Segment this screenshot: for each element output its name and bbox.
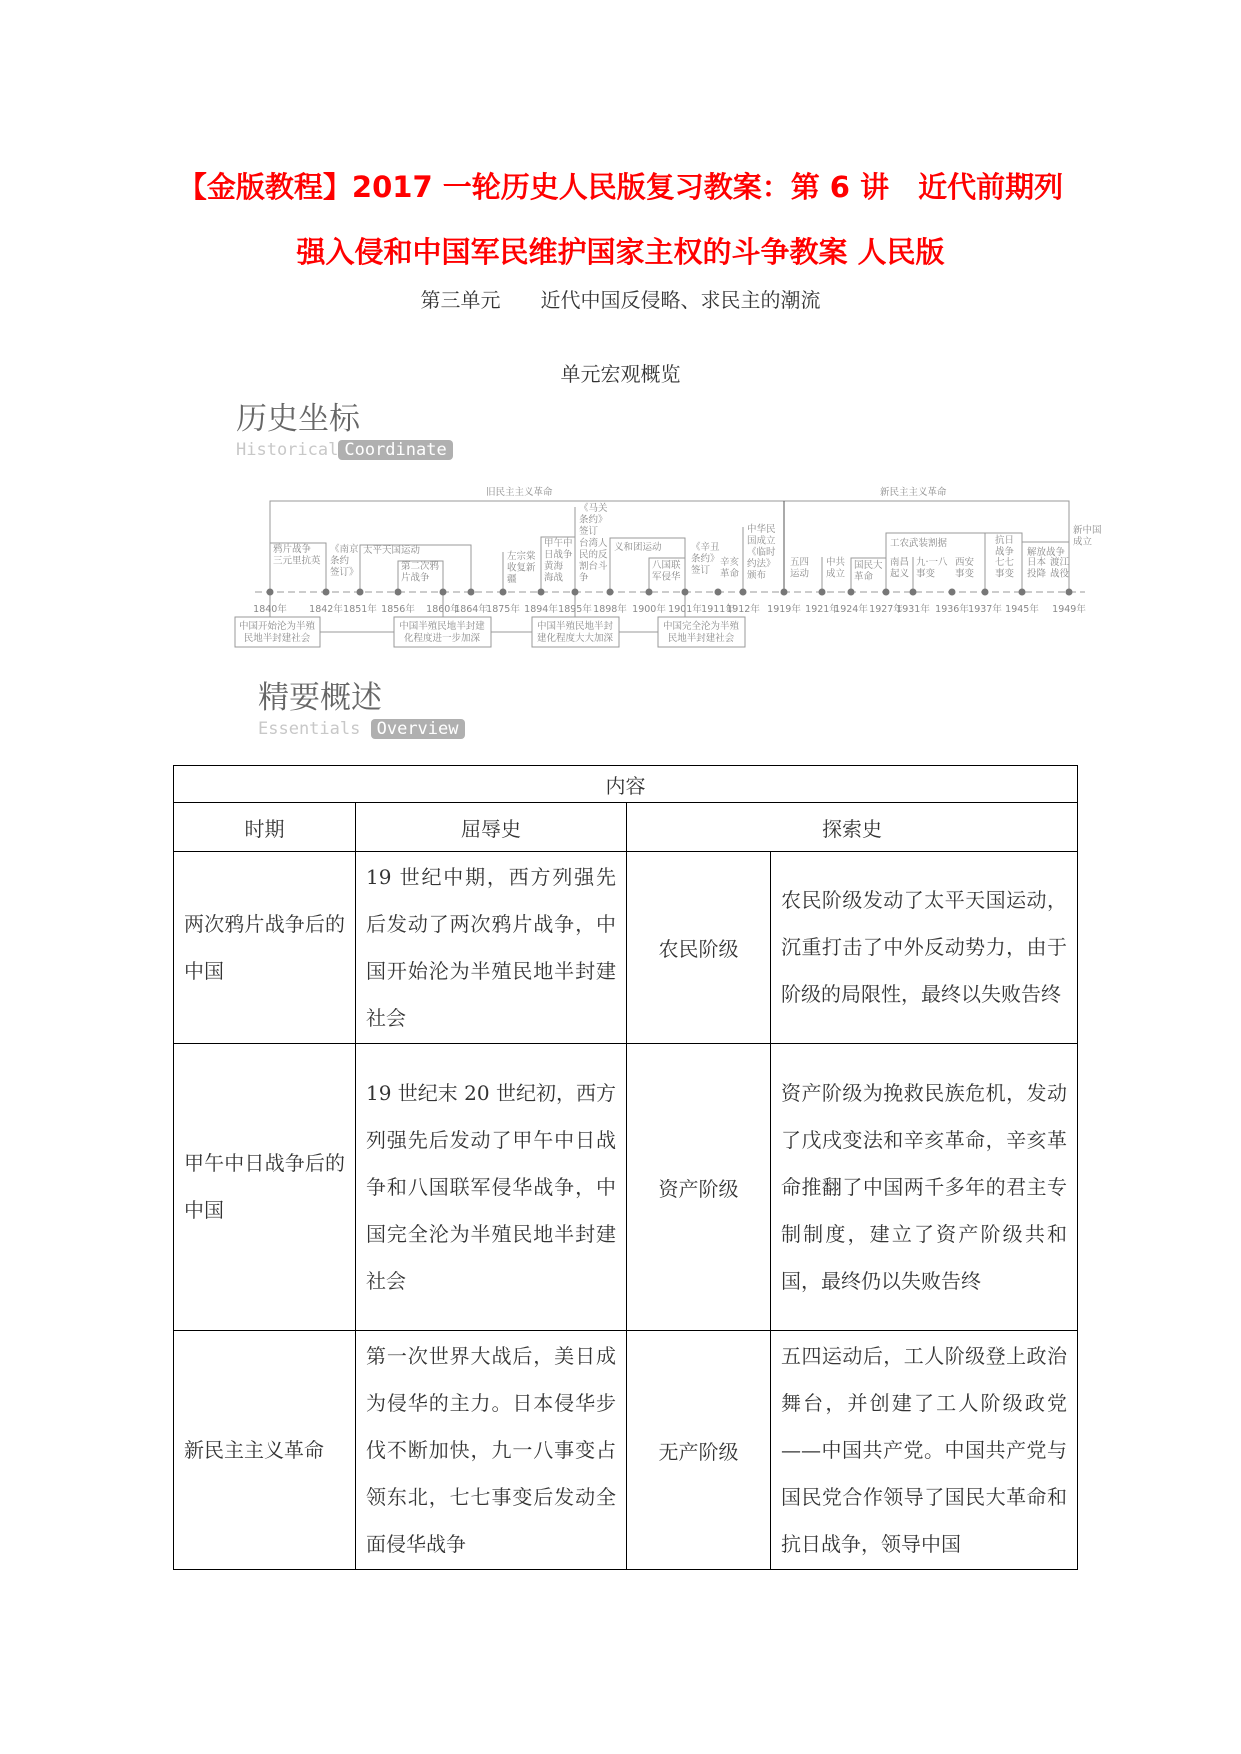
timeline-dot — [572, 589, 579, 596]
table-row — [174, 1331, 1078, 1570]
timeline-stage-box: 中国完全沦为半殖民地半封建社会 — [662, 621, 740, 644]
cell-class: 无产阶级 — [627, 1331, 771, 1570]
header-period: 时期 — [174, 803, 356, 852]
timeline-event: 中共成立 — [826, 557, 846, 580]
timeline-stage-box: 中国半殖民地半封建化程度大大加深 — [536, 621, 614, 644]
timeline-event: 左宗棠收复新疆 — [507, 551, 536, 585]
timeline-dot — [682, 589, 689, 596]
timeline-dot — [323, 589, 330, 596]
cell-humiliation: 19 世纪中期，西方列强先后发动了两次鸦片战争，中国开始沦为半殖民地半封建社会 — [356, 852, 627, 1044]
section-title: 历史坐标 — [236, 401, 360, 437]
timeline-dot — [819, 589, 826, 596]
timeline-event: 《南京条约签订》 — [330, 544, 359, 578]
timeline-dot — [740, 589, 747, 596]
cell-humiliation: 第一次世界大战后，美日成为侵华的主力。日本侵华步伐不断加快，九一八事变占领东北，七七事变后发动全面侵华战争 — [356, 1331, 627, 1570]
timeline-event: 第二次鸦片战争 — [401, 561, 440, 584]
timeline-event: 工农武装割据 — [890, 538, 948, 549]
timeline-event: 太平天国运动 — [363, 545, 421, 556]
cell-exploration: 农民阶级发动了太平天国运动，沉重打击了中外反动势力，由于阶级的局限性，最终以失败告终 — [771, 852, 1078, 1044]
table-row — [174, 1044, 1078, 1331]
timeline-year: 1864年 — [454, 604, 488, 615]
timeline-dot — [607, 589, 614, 596]
cell-period: 两次鸦片战争后的中国 — [174, 852, 356, 1044]
timeline-dot — [781, 589, 788, 596]
timeline-event: 西安事变 — [955, 557, 975, 580]
section-en-pill: Coordinate — [338, 440, 452, 460]
timeline-dot — [715, 589, 722, 596]
timeline-event: 台湾人民的反割台斗争 — [579, 538, 608, 584]
timeline-stage-box: 中国半殖民地半封建化程度进一步加深 — [399, 621, 485, 644]
section-en: Essentials — [258, 719, 361, 739]
timeline-dot — [883, 589, 890, 596]
timeline-year: 1921年 — [805, 604, 839, 615]
unit-subtitle: 第三单元 近代中国反侵略、求民主的潮流 — [420, 288, 821, 312]
timeline-dot — [538, 589, 545, 596]
timeline-year: 1875年 — [486, 604, 520, 615]
timeline-year: 1898年 — [593, 604, 627, 615]
cell-humiliation: 19 世纪末 20 世纪初，西方列强先后发动了甲午中日战争和八国联军侵华战争，中国完全沦为半殖民地半封建社会 — [356, 1044, 627, 1331]
timeline-event: 辛亥革命 — [720, 557, 740, 580]
timeline-year: 1937年 — [968, 604, 1002, 615]
cell-exploration: 五四运动后，工人阶级登上政治舞台，并创建了工人阶级政党——中国共产党。中国共产党与国民党合作领导了国民大革命和抗日战争，领导中国 — [771, 1331, 1078, 1570]
timeline-year: 1919年 — [767, 604, 801, 615]
timeline-event: 渡江战役 — [1050, 557, 1070, 580]
timeline-event: 九·一八事变 — [916, 557, 948, 580]
timeline-event: 义和团运动 — [614, 542, 662, 553]
timeline-year: 1927年 — [869, 604, 903, 615]
timeline-event: 鸦片战争三元里抗英 — [273, 544, 321, 567]
timeline-event: 《辛丑条约》签订 — [691, 542, 720, 576]
timeline-dot — [1066, 589, 1073, 596]
new-democratic-revolution-label: 新民主主义革命 — [880, 487, 947, 498]
timeline-dot — [267, 589, 274, 596]
timeline-dot — [395, 589, 402, 596]
timeline-dot — [646, 589, 653, 596]
header-exploration: 探索史 — [627, 803, 1078, 852]
timeline-year: 1936年 — [935, 604, 969, 615]
timeline-year: 1931年 — [896, 604, 930, 615]
timeline-year: 1945年 — [1005, 604, 1039, 615]
timeline-event: 八国联军侵华 — [652, 560, 681, 583]
cell-class: 资产阶级 — [627, 1044, 771, 1331]
timeline-year: 1949年 — [1052, 604, 1086, 615]
timeline-event: 日本投降 — [1027, 557, 1047, 580]
section-en: Historical — [236, 440, 339, 460]
table-row — [174, 852, 1078, 1044]
timeline-dot — [910, 589, 917, 596]
timeline-event: 七七事变 — [995, 557, 1015, 580]
header-content: 内容 — [174, 766, 1078, 803]
document-title-line2: 强入侵和中国军民维护国家主权的斗争教案 人民版 — [296, 235, 945, 269]
timeline-year: 1856年 — [381, 604, 415, 615]
timeline-event: 国民大革命 — [854, 560, 883, 583]
timeline-dot — [500, 589, 507, 596]
timeline-year: 1842年 — [309, 604, 343, 615]
timeline-stage-box: 中国开始沦为半殖民地半封建社会 — [238, 621, 316, 644]
timeline-dot — [848, 589, 855, 596]
timeline-dot — [357, 589, 364, 596]
timeline-event: 解放战争 — [1027, 547, 1066, 558]
header-humiliation: 屈辱史 — [356, 803, 627, 852]
timeline-dot — [440, 589, 447, 596]
timeline-year: 1924年 — [834, 604, 868, 615]
timeline-event: 南昌起义 — [890, 557, 910, 580]
timeline-event: 五四运动 — [790, 557, 810, 580]
timeline-year: 1895年 — [558, 604, 592, 615]
timeline-event: 抗日战争 — [995, 535, 1015, 558]
timeline-year: 1901年 — [668, 604, 702, 615]
timeline-dot — [949, 589, 956, 596]
old-democratic-revolution-label: 旧民主主义革命 — [486, 487, 553, 498]
cell-period: 新民主主义革命 — [174, 1331, 356, 1570]
timeline-year: 1860年 — [426, 604, 460, 615]
cell-exploration: 资产阶级为挽救民族危机，发动了戊戌变法和辛亥革命，辛亥革命推翻了中国两千多年的君主专制制度，建立了资产阶级共和国，最终仍以失败告终 — [771, 1044, 1078, 1331]
timeline-dot — [982, 589, 989, 596]
timeline-event: 甲午中日战争黄海海战 — [544, 538, 573, 584]
timeline-year: 1894年 — [524, 604, 558, 615]
overview-table — [173, 765, 1078, 1570]
history-timeline-diagram — [0, 0, 1241, 700]
timeline-event: 新中国成立 — [1073, 525, 1102, 548]
timeline-year: 1900年 — [632, 604, 666, 615]
cell-class: 农民阶级 — [627, 852, 771, 1044]
overview-heading: 单元宏观概览 — [560, 362, 681, 386]
section-essentials-overview — [258, 672, 465, 739]
timeline-year: 1840年 — [253, 604, 287, 615]
cell-period: 甲午中日战争后的中国 — [174, 1044, 356, 1331]
timeline-dot — [1019, 589, 1026, 596]
timeline-year: 1851年 — [343, 604, 377, 615]
timeline-event: 《马关条约》签订 — [579, 503, 608, 537]
timeline-dot — [468, 589, 475, 596]
timeline-event: 中华民国成立《临时约法》颁布 — [747, 524, 776, 581]
document-title-line1: 【金版教程】2017 一轮历史人民版复习教案：第 6 讲 近代前期列 — [177, 170, 1064, 204]
timeline-year: 1911年 — [701, 604, 735, 615]
section-en-pill: Overview — [371, 719, 465, 739]
timeline-year: 1912年 — [726, 604, 760, 615]
section-title: 精要概述 — [258, 680, 382, 716]
